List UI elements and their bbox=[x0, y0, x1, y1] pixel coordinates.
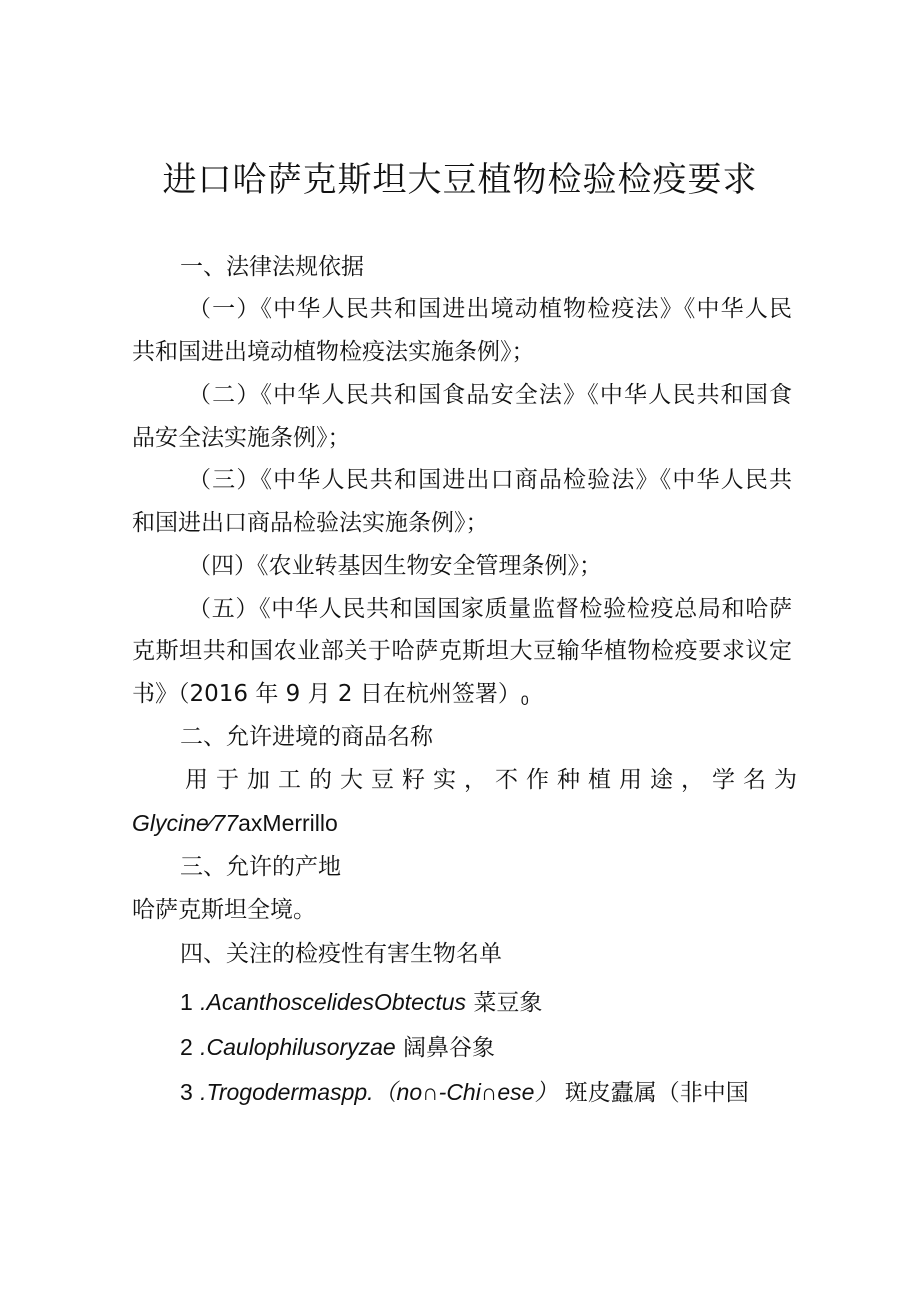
section1-item5-line1: （五）《中华人民共和国国家质量监督检验检疫总局和哈萨 bbox=[188, 596, 792, 622]
document-title: 进口哈萨克斯坦大豆植物检验检疫要求 bbox=[162, 160, 758, 200]
pest3-number: 3 bbox=[180, 1079, 193, 1105]
section3-heading: 三、允许的产地 bbox=[180, 854, 341, 880]
pest2-number: 2 bbox=[180, 1034, 193, 1060]
section2-latin-italic: Glycine∕77 bbox=[132, 810, 239, 836]
section1-item5-line2: 克斯坦共和国农业部关于哈萨克斯坦大豆输华植物检疫要求议定 bbox=[132, 638, 792, 664]
section1-item4-line1: （四）《农业转基因生物安全管理条例》； bbox=[188, 553, 602, 579]
section1-item2-line2: 品安全法实施条例》； bbox=[132, 425, 351, 451]
pest3-chinese-name: 斑皮蠹属（非中国 bbox=[564, 1080, 749, 1106]
section1-item5-tail: 0 bbox=[520, 692, 529, 708]
section2-body-line2 bbox=[132, 806, 338, 841]
section2-heading: 二、允许进境的商品名称 bbox=[180, 724, 433, 750]
section1-item1-line2: 共和国进出境动植物检疫法实施条例》； bbox=[132, 339, 535, 365]
section1-item5-line3 bbox=[132, 677, 529, 717]
pest2-chinese-name: 阔鼻谷象 bbox=[403, 1035, 496, 1061]
section2-latin-plain: axMerrillo bbox=[238, 810, 338, 836]
pest1-number: 1 bbox=[180, 989, 193, 1015]
section1-item5-line3-text: 书》（2016 年 9 月 2 日在杭州签署） bbox=[132, 681, 521, 707]
section1-heading: 一、法律法规依据 bbox=[180, 254, 364, 280]
section2-body-line1: 用于加工的大豆籽实，不作种植用途，学名为 bbox=[185, 767, 805, 793]
section3-body: 哈萨克斯坦全境。 bbox=[132, 897, 316, 923]
pest1-latin-name: .AcanthoscelidesObtectus bbox=[200, 989, 467, 1015]
section1-item3-line1: （三）《中华人民共和国进出口商品检验法》《中华人民共 bbox=[188, 467, 792, 493]
pest1-chinese-name: 菜豆象 bbox=[473, 990, 543, 1016]
section1-item2-line1: （二）《中华人民共和国食品安全法》《中华人民共和国食 bbox=[188, 382, 792, 408]
pest-item-2 bbox=[180, 1030, 495, 1065]
section4-heading: 四、关注的检疫性有害生物名单 bbox=[180, 941, 502, 967]
section1-item1-line1: （一）《中华人民共和国进出境动植物检疫法》《中华人民 bbox=[188, 296, 792, 322]
section1-item3-line2: 和国进出口商品检验法实施条例》； bbox=[132, 510, 489, 536]
pest3-latin-name: .Trogodermaspp.（no∩-Chi∩ese） bbox=[200, 1079, 558, 1105]
pest-item-1 bbox=[180, 985, 542, 1020]
pest-item-3 bbox=[180, 1075, 749, 1110]
pest2-latin-name: .Caulophilusoryzae bbox=[200, 1034, 396, 1060]
